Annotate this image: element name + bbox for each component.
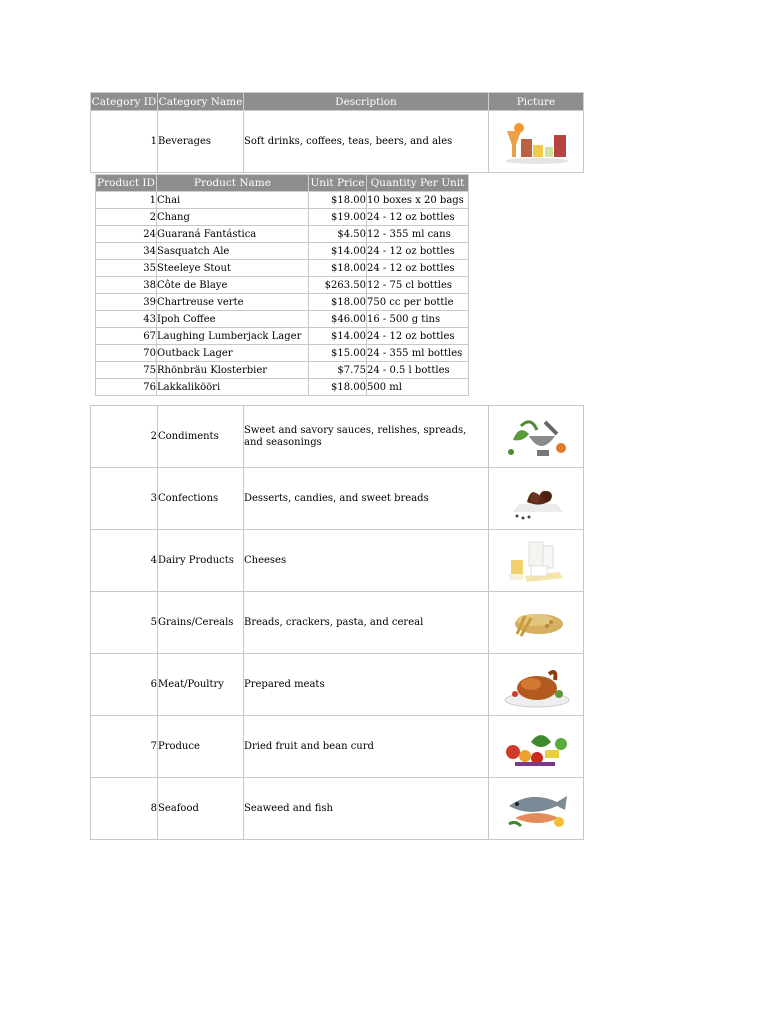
product-unit-price: $18.00 [309, 192, 367, 209]
product-quantity: 10 boxes x 20 bags [367, 192, 469, 209]
category-row [91, 406, 584, 468]
product-name: Laughing Lumberjack Lager [157, 328, 309, 345]
product-quantity: 12 - 355 ml cans [367, 226, 469, 243]
category-description: Soft drinks, coffees, teas, beers, and ales [244, 111, 489, 173]
category-id: 1 [91, 111, 158, 173]
category-description: Sweet and savory sauces, relishes, spreads, and seasonings [244, 406, 489, 468]
product-row [96, 277, 469, 294]
product-unit-price: $19.00 [309, 209, 367, 226]
product-name: Côte de Blaye [157, 277, 309, 294]
product-id: 67 [96, 328, 157, 345]
product-unit-price: $18.00 [309, 260, 367, 277]
product-unit-price: $4.50 [309, 226, 367, 243]
category-row [91, 592, 584, 654]
category-name: Seafood [158, 778, 244, 840]
header-product-id: Product ID [96, 175, 157, 192]
category-row-beverages [90, 110, 584, 173]
category-id: 5 [91, 592, 158, 654]
confections-picture [489, 468, 584, 530]
product-id: 38 [96, 277, 157, 294]
category-name: Meat/Poultry [158, 654, 244, 716]
header-product-name: Product Name [157, 175, 309, 192]
product-row [96, 226, 469, 243]
category-row [91, 468, 584, 530]
product-quantity: 24 - 12 oz bottles [367, 243, 469, 260]
product-unit-price: $14.00 [309, 243, 367, 260]
product-name: Rhönbräu Klosterbier [157, 362, 309, 379]
product-row [96, 311, 469, 328]
product-row [96, 379, 469, 396]
produce-picture [489, 716, 584, 778]
product-id: 24 [96, 226, 157, 243]
product-name: Guaraná Fantástica [157, 226, 309, 243]
category-id: 4 [91, 530, 158, 592]
category-description: Seaweed and fish [244, 778, 489, 840]
category-description: Prepared meats [244, 654, 489, 716]
category-id: 3 [91, 468, 158, 530]
product-id: 76 [96, 379, 157, 396]
product-name: Chartreuse verte [157, 294, 309, 311]
product-unit-price: $18.00 [309, 379, 367, 396]
seafood-picture [489, 778, 584, 840]
header-picture: Picture [489, 93, 584, 111]
product-quantity: 24 - 12 oz bottles [367, 209, 469, 226]
product-id: 2 [96, 209, 157, 226]
product-id: 34 [96, 243, 157, 260]
categories-table [90, 405, 584, 840]
product-row [96, 294, 469, 311]
product-row [96, 243, 469, 260]
product-quantity: 24 - 12 oz bottles [367, 260, 469, 277]
category-row [91, 654, 584, 716]
product-id: 1 [96, 192, 157, 209]
product-unit-price: $263.50 [309, 277, 367, 294]
category-name: Grains/Cereals [158, 592, 244, 654]
product-row [96, 192, 469, 209]
product-row [96, 362, 469, 379]
products-table [95, 174, 469, 396]
category-name: Beverages [158, 111, 244, 173]
product-unit-price: $15.00 [309, 345, 367, 362]
product-id: 35 [96, 260, 157, 277]
product-name: Lakkalikööri [157, 379, 309, 396]
category-row [91, 716, 584, 778]
dairy-picture [489, 530, 584, 592]
product-quantity: 750 cc per bottle [367, 294, 469, 311]
product-id: 75 [96, 362, 157, 379]
product-row [96, 209, 469, 226]
header-unit-price: Unit Price [309, 175, 367, 192]
product-name: Chai [157, 192, 309, 209]
grains-picture [489, 592, 584, 654]
product-name: Outback Lager [157, 345, 309, 362]
category-description: Breads, crackers, pasta, and cereal [244, 592, 489, 654]
product-name: Sasquatch Ale [157, 243, 309, 260]
product-id: 43 [96, 311, 157, 328]
category-description: Desserts, candies, and sweet breads [244, 468, 489, 530]
product-unit-price: $14.00 [309, 328, 367, 345]
product-row [96, 345, 469, 362]
category-row [91, 778, 584, 840]
category-header-table [90, 92, 584, 111]
beverages-picture [489, 111, 584, 173]
category-name: Produce [158, 716, 244, 778]
category-id: 8 [91, 778, 158, 840]
product-name: Ipoh Coffee [157, 311, 309, 328]
header-quantity-per-unit: Quantity Per Unit [367, 175, 469, 192]
product-id: 70 [96, 345, 157, 362]
product-name: Steeleye Stout [157, 260, 309, 277]
category-id: 7 [91, 716, 158, 778]
product-unit-price: $18.00 [309, 294, 367, 311]
header-category-name: Category Name [158, 93, 244, 111]
product-row [96, 328, 469, 345]
product-unit-price: $7.75 [309, 362, 367, 379]
header-category-id: Category ID [91, 93, 158, 111]
meat-picture [489, 654, 584, 716]
product-quantity: 500 ml [367, 379, 469, 396]
product-quantity: 24 - 355 ml bottles [367, 345, 469, 362]
product-quantity: 24 - 12 oz bottles [367, 328, 469, 345]
product-quantity: 24 - 0.5 l bottles [367, 362, 469, 379]
product-quantity: 12 - 75 cl bottles [367, 277, 469, 294]
category-name: Condiments [158, 406, 244, 468]
category-description: Cheeses [244, 530, 489, 592]
product-name: Chang [157, 209, 309, 226]
product-unit-price: $46.00 [309, 311, 367, 328]
header-description: Description [244, 93, 489, 111]
category-description: Dried fruit and bean curd [244, 716, 489, 778]
category-id: 6 [91, 654, 158, 716]
product-quantity: 16 - 500 g tins [367, 311, 469, 328]
product-id: 39 [96, 294, 157, 311]
category-name: Confections [158, 468, 244, 530]
category-id: 2 [91, 406, 158, 468]
category-name: Dairy Products [158, 530, 244, 592]
category-row [91, 530, 584, 592]
product-row [96, 260, 469, 277]
condiments-picture [489, 406, 584, 468]
